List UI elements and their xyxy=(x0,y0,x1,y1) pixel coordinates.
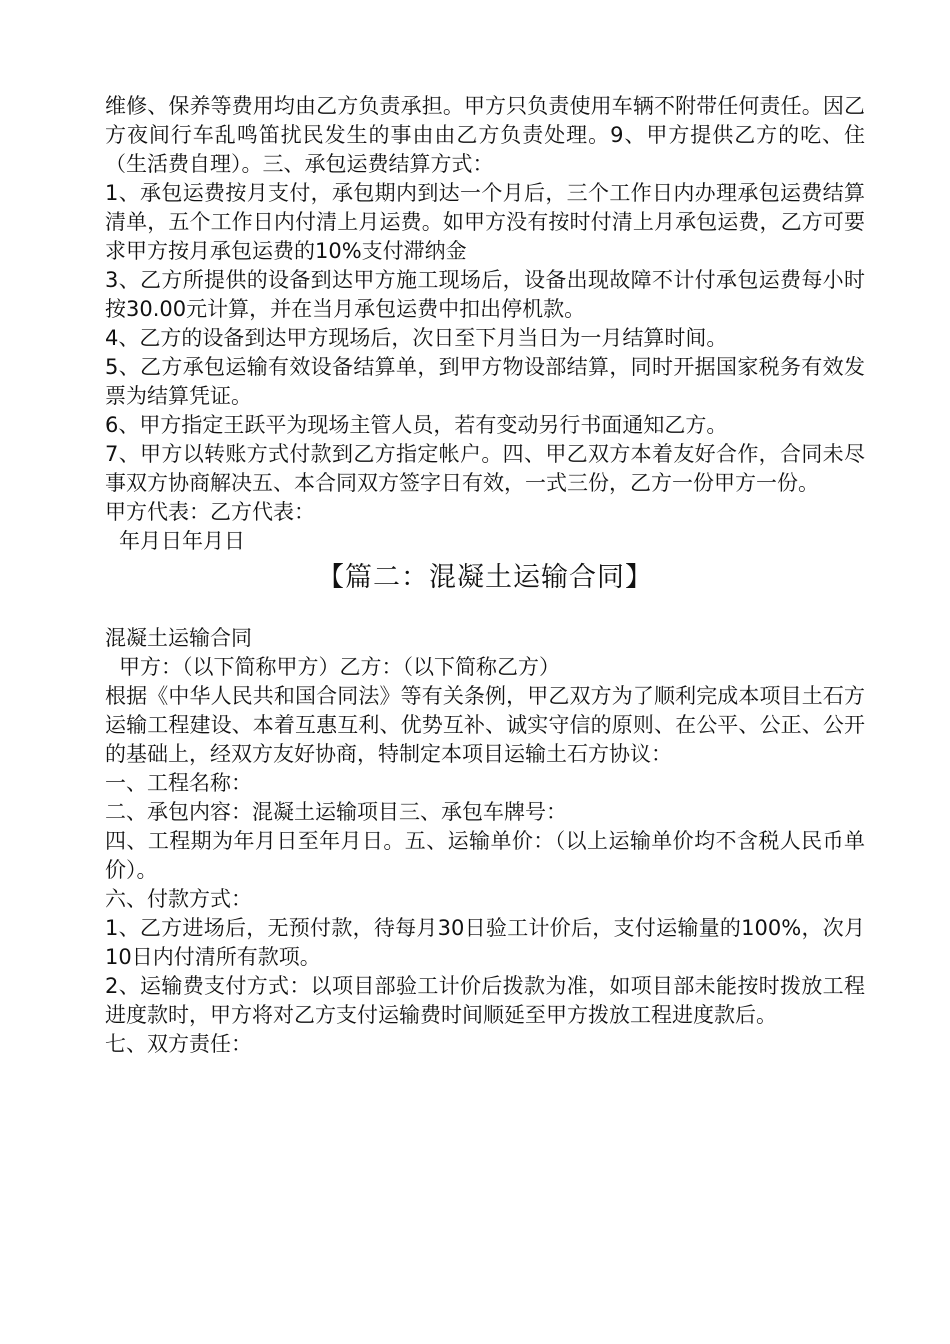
paragraph-clause-6: 6、甲方指定王跃平为现场主管人员，若有变动另行书面通知乙方。 xyxy=(105,413,728,437)
signature-representatives: 甲方代表：乙方代表： xyxy=(105,500,315,524)
item-payment-method: 六、付款方式： xyxy=(105,887,252,911)
item-responsibilities: 七、双方责任： xyxy=(105,1032,252,1056)
payment-clause-1: 1、乙方进场后，无预付款，待每月30日验工计价后，支付运输量的100%，次月10日内付清所有款项。 xyxy=(105,916,865,969)
paragraph-clause-4: 4、乙方的设备到达甲方现场后，次日至下月当日为一月结算时间。 xyxy=(105,326,728,350)
paragraph-preamble: 根据《中华人民共和国合同法》等有关条例，甲乙双方为了顺利完成本项目土石方运输工程建设、本着互惠互利、优势互补、诚实守信的原则、在公平、公正、公开的基础上，经双方友好协商，特制定本项目运输土石方协议： xyxy=(105,684,865,766)
paragraph-clause-1: 1、承包运费按月支付，承包期内到达一个月后，三个工作日内办理承包运费结算清单，五个工作日内付清上月运费。如甲方没有按时付清上月承包运费，乙方可要求甲方按月承包运费的10%支付滞纳金 xyxy=(105,181,865,263)
item-contract-content: 二、承包内容：混凝土运输项目三、承包车牌号： xyxy=(105,800,567,824)
document-page xyxy=(105,92,865,1059)
signature-dates: 年月日年月日 xyxy=(119,529,245,553)
item-project-name: 一、工程名称： xyxy=(105,771,252,795)
payment-clause-2: 2、运输费支付方式：以项目部验工计价后拨款为准，如项目部未能按时拨放工程进度款时，甲方将对乙方支付运输费时间顺延至甲方拨放工程进度款后。 xyxy=(105,974,865,1027)
item-project-period: 四、工程期为年月日至年月日。五、运输单价：（以上运输单价均不含税人民币单价）。 xyxy=(105,829,865,882)
parties-line: 甲方：（以下简称甲方）乙方：（以下简称乙方） xyxy=(119,655,560,679)
contract-name: 混凝土运输合同 xyxy=(105,626,252,650)
paragraph-clause-7: 7、甲方以转账方式付款到乙方指定帐户。四、甲乙双方本着友好合作，合同未尽事双方协商解决五、本合同双方签字日有效，一式三份，乙方一份甲方一份。 xyxy=(105,442,865,495)
paragraph-clause-5: 5、乙方承包运输有效设备结算单，到甲方物设部结算，同时开据国家税务有效发票为结算凭证。 xyxy=(105,355,865,408)
paragraph-clause-3: 3、乙方所提供的设备到达甲方施工现场后，设备出现故障不计付承包运费每小时按30.00元计算，并在当月承包运费中扣出停机款。 xyxy=(105,268,865,321)
paragraph-maintenance: 维修、保养等费用均由乙方负责承担。甲方只负责使用车辆不附带任何责任。因乙方夜间行车乱鸣笛扰民发生的事由由乙方负责处理。9、甲方提供乙方的吃、住（生活费自理）。三、承包运费结算方式： xyxy=(105,94,865,176)
section-title: 【篇二：混凝土运输合同】 xyxy=(317,562,653,593)
